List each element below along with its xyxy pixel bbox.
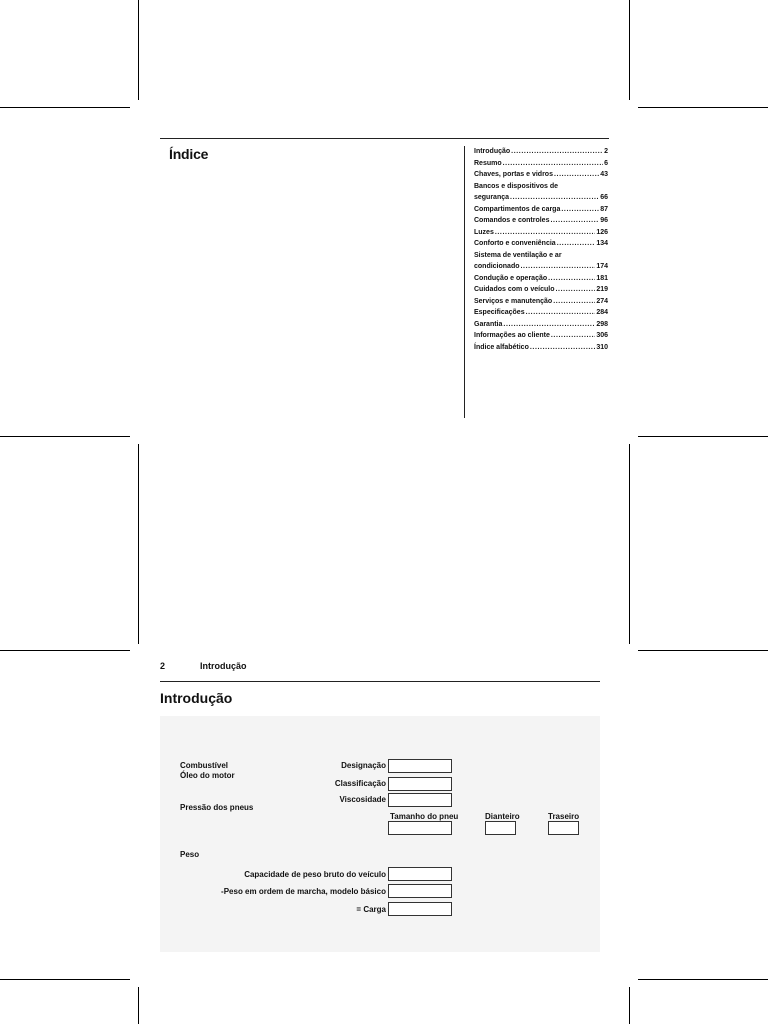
load-label: = Carga — [356, 905, 386, 914]
header-rule — [160, 681, 600, 682]
crop-mark — [0, 107, 130, 108]
page-title: Índice — [169, 146, 209, 162]
toc-leader-dots — [521, 261, 596, 273]
crop-mark — [638, 107, 768, 108]
toc-entry[interactable] — [474, 227, 608, 239]
curb-weight-field[interactable] — [388, 884, 452, 898]
header-rule — [160, 138, 609, 139]
tire-pressure-label: Pressão dos pneus — [180, 803, 254, 812]
classification-field[interactable] — [388, 777, 452, 791]
table-of-contents — [474, 146, 608, 353]
toc-entry-page: 43 — [600, 171, 608, 178]
toc-entry-label: Serviços e manutenção — [474, 297, 553, 305]
toc-leader-dots — [556, 284, 596, 296]
toc-leader-dots — [553, 296, 595, 308]
toc-leader-dots — [495, 227, 595, 239]
toc-entry[interactable] — [474, 238, 608, 250]
viscosity-field[interactable] — [388, 793, 452, 807]
toc-entry-page: 284 — [596, 309, 608, 316]
toc-leader-dots — [511, 146, 603, 158]
weight-label: Peso — [180, 850, 200, 859]
crop-mark — [138, 987, 139, 1024]
toc-entry[interactable] — [474, 181, 608, 204]
toc-entry-label: Garantia — [474, 320, 503, 328]
toc-entry[interactable] — [474, 307, 608, 319]
gross-weight-field[interactable] — [388, 867, 452, 881]
crop-mark — [629, 0, 630, 100]
front-pressure-field[interactable] — [485, 821, 516, 835]
rear-pressure-field[interactable] — [548, 821, 579, 835]
toc-entry-label: Conforto e conveniência — [474, 240, 556, 247]
front-label: Dianteiro — [485, 812, 520, 821]
crop-mark — [629, 444, 630, 644]
toc-entry-label: Compartimentos de carga — [474, 205, 561, 213]
toc-entry-label-line1: Sistema de ventilação e ar — [474, 251, 562, 259]
toc-entry-label: Índice alfabético — [474, 343, 529, 351]
toc-leader-dots — [554, 169, 599, 181]
toc-entry-page: 306 — [596, 332, 608, 339]
designation-label: Designação — [341, 761, 386, 770]
viscosity-label: Viscosidade — [339, 795, 386, 804]
toc-entry-page: 66 — [600, 194, 608, 201]
classification-label: Classificação — [334, 779, 386, 788]
crop-mark — [0, 650, 130, 651]
toc-entry-label: Comandos e controles — [474, 217, 550, 224]
toc-entry[interactable] — [474, 169, 608, 181]
crop-mark — [0, 979, 130, 980]
toc-entry[interactable] — [474, 330, 608, 342]
toc-entry-label: Luzes — [474, 228, 494, 236]
toc-leader-dots — [550, 215, 599, 227]
section-title: Introdução — [160, 690, 233, 706]
page-number: 2 — [160, 661, 166, 671]
gross-weight-label: Capacidade de peso bruto do veículo — [244, 870, 386, 879]
toc-entry-page: 2 — [604, 148, 608, 155]
toc-entry[interactable] — [474, 215, 608, 227]
toc-entry[interactable] — [474, 204, 608, 216]
toc-leader-dots — [557, 238, 596, 250]
load-field[interactable] — [388, 902, 452, 916]
toc-entry-page: 181 — [596, 274, 608, 282]
toc-entry[interactable] — [474, 273, 608, 285]
running-header: Introdução — [200, 661, 247, 671]
toc-entry-label: Informações ao cliente — [474, 332, 550, 339]
toc-entry-page: 298 — [596, 320, 608, 328]
toc-entry[interactable] — [474, 146, 608, 158]
crop-mark — [629, 987, 630, 1024]
designation-field[interactable] — [388, 759, 452, 773]
fuel-label: Combustível — [180, 761, 229, 770]
tire-size-field[interactable] — [388, 821, 452, 835]
column-divider — [464, 146, 465, 418]
toc-entry-page: 126 — [596, 228, 608, 236]
curb-weight-label: -Peso em ordem de marcha, modelo básico — [221, 887, 386, 896]
toc-entry-label: segurança — [474, 194, 510, 201]
toc-entry-page: 87 — [600, 205, 608, 213]
oil-label: Óleo do motor — [180, 771, 235, 780]
crop-mark — [0, 436, 130, 437]
toc-entry-label: Chaves, portas e vidros — [474, 171, 553, 178]
toc-leader-dots — [510, 192, 599, 204]
vehicle-data-form — [160, 716, 600, 952]
crop-mark — [138, 0, 139, 100]
crop-mark — [638, 979, 768, 980]
toc-entry[interactable] — [474, 284, 608, 296]
toc-entry-page: 134 — [596, 240, 608, 247]
toc-entry-label-line1: Bancos e dispositivos de — [474, 182, 559, 190]
toc-entry[interactable] — [474, 158, 608, 170]
toc-entry-page: 96 — [600, 217, 608, 224]
toc-entry-page: 274 — [596, 297, 608, 305]
toc-leader-dots — [551, 330, 595, 342]
toc-leader-dots — [548, 273, 595, 285]
toc-entry-label: condicionado — [474, 263, 520, 270]
crop-mark — [638, 436, 768, 437]
toc-leader-dots — [526, 307, 596, 319]
toc-entry[interactable] — [474, 250, 608, 273]
rear-label: Traseiro — [548, 812, 580, 821]
toc-entry-label: Condução e operação — [474, 274, 548, 282]
toc-leader-dots — [561, 204, 599, 216]
toc-entry-page: 6 — [604, 159, 608, 167]
toc-entry-label: Introdução — [474, 148, 511, 155]
tire-size-label: Tamanho do pneu — [390, 812, 459, 821]
crop-mark — [138, 444, 139, 644]
toc-entry-page: 219 — [596, 286, 608, 293]
toc-leader-dots — [503, 158, 603, 170]
toc-entry-label: Especificações — [474, 309, 525, 316]
toc-entry[interactable] — [474, 319, 608, 331]
toc-entry-page: 174 — [596, 263, 608, 270]
toc-entry-label: Resumo — [474, 159, 502, 167]
toc-entry-label: Cuidados com o veículo — [474, 286, 555, 293]
toc-leader-dots — [530, 342, 595, 354]
crop-mark — [638, 650, 768, 651]
toc-leader-dots — [503, 319, 595, 331]
toc-entry[interactable] — [474, 342, 608, 354]
toc-entry[interactable] — [474, 296, 608, 308]
toc-entry-page: 310 — [596, 343, 608, 351]
